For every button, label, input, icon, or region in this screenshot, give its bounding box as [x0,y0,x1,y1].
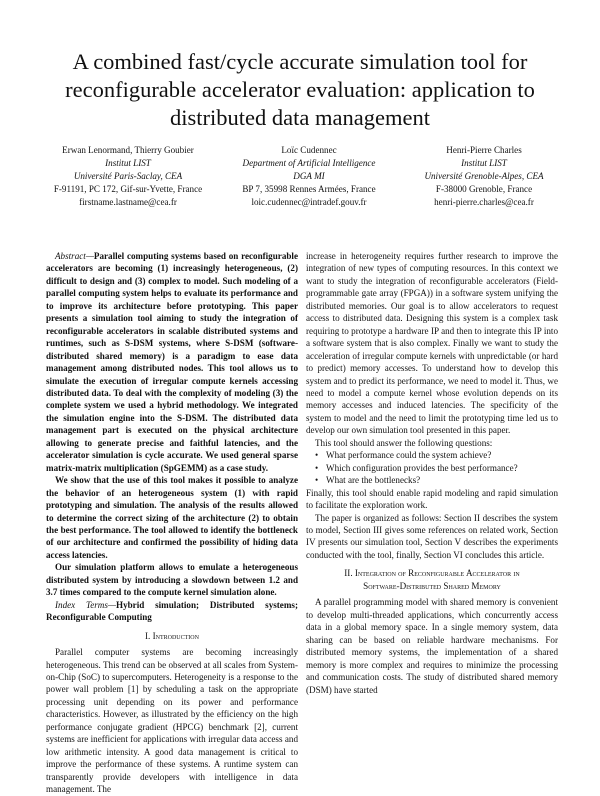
author-email: henri-pierre.charles@cea.fr [434,197,534,207]
author-address: F-38000 Grenoble, France [435,184,533,194]
index-terms [46,599,298,624]
abstract-paragraph: Our simulation platform allows to emulate a heterogeneous distributed system by introducing a slowdown between 1.2 and 3.7 times compared to the compute kernel simulation alone. [46,562,298,598]
author-affiliation: DGA MI [293,171,325,181]
author-affiliation: Institut LIST [461,158,507,168]
left-column [46,250,298,796]
abstract-paragraph: We show that the use of this tool makes it possible to analyze the behavior of an heterogeneous system (1) with rapid prototyping and simulation. The analysis of the results allowed to determine the correct sizing of the architecture (2) to obtain the best performance. The tool allowed to identify the bottleneck of our architecture and confirmed the possibility of hiding data access latencies. [46,475,298,560]
author-email: firstname.lastname@cea.fr [79,197,177,207]
author-affiliation: Université Grenoble-Alpes, CEA [424,171,544,181]
index-terms-label: Index Terms— [55,599,116,610]
section-heading: I. Introduction [145,630,199,641]
author-address: BP 7, 35998 Rennes Armées, France [242,184,376,194]
body-paragraph: increase in heterogeneity requires further research to improve the integration of new types of computing resources. In this context we want to study the integration of reconfigurable accelerators (Field-programmable gate array (FPGA)) in a software system unifying the distributed memories. Our goal is to allow accelerators to request access to distributed data. Designing this system is a complex task requiring to prototype a hardware IP and then to integrate this IP into a software system that is also complex. Finally we want to study the acceleration of irregular compute kernels with unpredictable (or hard to predict) memory accesses. To understand how to develop this system and to predict its performance, we need to model it. Thus, we need to model a compute kernel whose evolution depends on its memory accesses and induced latencies. The specificity of the system to model and the need to limit the prototyping time led us to develop our own simulation tool presented in this paper. [306,251,558,436]
abstract-text: Parallel computing systems based on reconfigurable accelerators are becoming (1) increasingly heterogeneous, (2) difficult to design and (3) complex to model. Such modeling of a parallel computing system helps to evaluate its performance and to improve its architecture before prototyping. This paper presents a simulation tool aiming to study the integration of reconfigurable accelerators in scalable distributed systems and runtimes, such as S-DSM systems, where S-DSM (software-distributed shared memory) is a paradigm to ease data management among distributed nodes. This tool allows us to simulate the execution of irregular compute kernels accessing distributed data. To deal with the complexity of modeling (3) the complete system we used a hybrid methodology. We integrated the simulation engine into the S-DSM. The distributed data management part is executed on the physical architecture allowing to generate precise and faithful latencies, and the accelerator simulation is cycle accurate. We used general sparse matrix-matrix multiplication (SpGEMM) as a case study. [46,251,298,473]
abstract-label: Abstract— [55,251,94,261]
question-list [306,449,558,486]
body-paragraph: Parallel computer systems are becoming increasingly heterogeneous. This trend can be observed at all scales from System-on-Chip (SoC) to supercomputers. Heterogeneity is a response to the power wall problem [1] by scheduling a task on the appropriate processing unit depending on its power and performance characteristics. However, as illustrated by the efficiency on the high performance conjugate gradient (HPCG) benchmark [2], current systems are inefficient for applications with irregular data access and low arithmetic intensity. A good data management is critical to improve the performance of these systems. A runtime system can transparently provide developers with intelligence in data management. The [46,647,298,795]
author-address: F-91191, PC 172, Gif-sur-Yvette, France [53,184,203,194]
body-paragraph: A parallel programming model with shared memory is convenient to develop multi-threaded applications, which concurrently access data in a global memory space. In a single memory system, data sharing can be based on reliable hardware mechanisms. For distributed memory systems, the implementation of a shared memory is more complex and requires to minimize the processing and communication costs. The study of distributed shared memory (DSM) have started [306,597,558,695]
body-paragraph: This tool should answer the following questions: [315,437,493,448]
list-item: • What performance could the system achieve? [326,449,558,461]
paper-title: A combined fast/cycle accurate simulation tool for reconfigurable accelerator evaluation: application to distributed data management [65,49,535,130]
list-item: • Which configuration provides the best performance? [326,462,558,474]
author-email: loic.cudennec@intradef.gouv.fr [251,197,367,207]
section-heading-line: Software-Distributed Shared Memory [363,580,501,591]
section-heading [306,567,558,592]
body-paragraph: Finally, this tool should enable rapid modeling and rapid simulation to facilitate the exploration work. [306,487,558,511]
abstract-paragraph [46,250,298,474]
index-terms-text: Hybrid simulation; Distributed systems; Reconfigurable Computing [46,599,298,623]
author-affiliation: Institut LIST [105,158,151,168]
author-affiliation: Department of Artificial Intelligence [242,158,376,168]
right-column [306,250,558,696]
section-heading-line: II. Integration of Reconfigurable Accelerator in [344,568,520,579]
list-item: • What are the bottlenecks? [326,474,558,486]
author-block-2 [224,144,394,209]
author-block-3 [399,144,569,209]
author-names: Henri-Pierre Charles [446,145,522,155]
body-paragraph: The paper is organized as follows: Section II describes the system to model, Section III gives some references on related work, Section IV presents our simulation tool, Section V describes the experiments conducted with the tool, finally, Section VI concludes this article. [306,512,558,560]
author-block-1 [43,144,213,209]
author-affiliation: Université Paris-Saclay, CEA [73,171,183,181]
author-names: Erwan Lenormand, Thierry Goubier [62,145,194,155]
author-names: Loïc Cudennec [281,145,337,155]
